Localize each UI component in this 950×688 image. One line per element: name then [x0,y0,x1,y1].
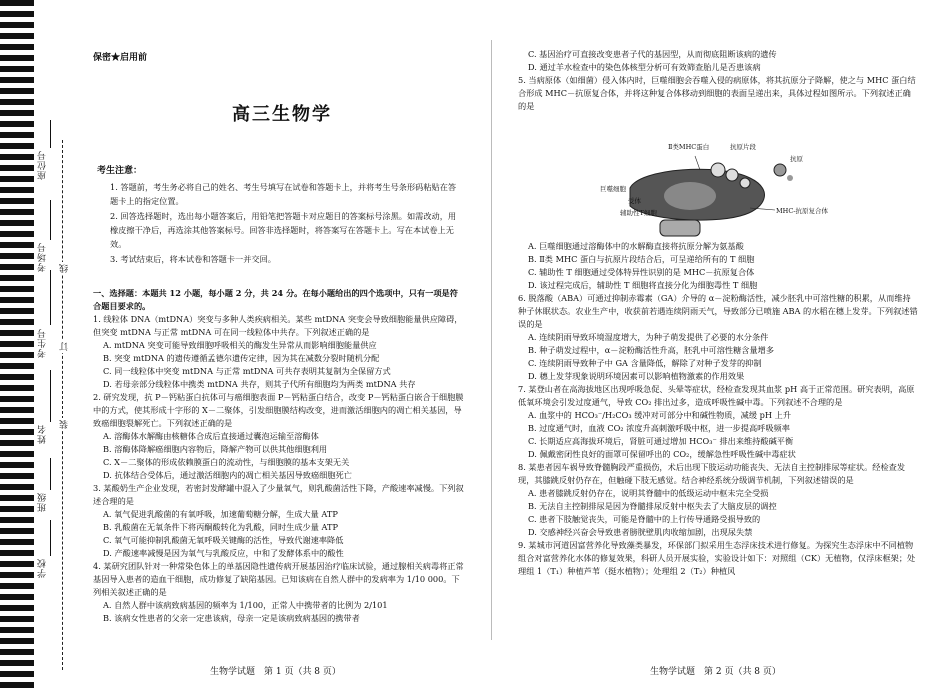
cut-line [62,140,63,670]
field-room: 考场号 [38,242,48,272]
question-6: 6. 脱落酸（ABA）可通过抑制赤霉素（GA）介导的 α－淀粉酶活性，减少胚乳中可溶性糖的积累，从而维持种子休眠状态。农业生产中，收获前若遇连续阴雨天气，导致部分已喷施 ABA 的水稻在穗上发芽。下列叙述错误的是 [518,293,918,329]
macrophage-figure [600,143,840,240]
question-4: 4. 某研究团队针对一种常染色体上的单基因隐性遗传病开展基因治疗临床试验，通过腺相关病毒将正常基因导入患者的造血干细胞，成功修复了缺陷基因。已知该病在自然人群中的发病率为 1/10 000。下列相关叙述正确的是 [93,561,464,597]
question-5: 5. 当病原体（如细菌）侵入体内时，巨噬细胞会吞噬入侵的病原体，将其抗原分子降解，使之与 MHC 蛋白结合形成 MHC－抗原复合体，并将这种复合体移动到细胞的表面呈递出来，具体过程如图所示。下列叙述正确的是 [518,75,916,111]
option: B. 无法自主控制排尿是因为脊髓排尿反射中枢失去了大脑皮层的调控 [528,501,777,511]
left-column [93,287,465,625]
antigen-particle [774,164,786,176]
label-fragment: 抗原片段 [730,143,756,151]
option: A. 患者膝跳反射仍存在，说明其脊髓中的低级运动中枢未完全受损 [528,488,769,498]
antigen-particle [787,175,793,181]
option: C. 基因治疗可直接改变患者子代的基因型，从而彻底阻断该病的遗传 [528,49,777,59]
footer-left: 生物学试题 第 1 页（共 8 页） [210,667,341,677]
helper-t-cell-shape [660,220,700,236]
option: A. 氧气促进乳酸菌的有氧呼吸，加速葡萄糖分解，生成大量 ATP [103,509,338,519]
option: D. 穗上发芽现象说明环境因素可以影响植物激素的作用效果 [528,371,745,381]
field-class: 班级 [38,492,48,512]
field-line [50,370,51,422]
option: B. Ⅱ类 MHC 蛋白与抗原片段结合后，可呈递给所有的 T 细胞 [528,254,755,264]
option: A. 血浆中的 HCO₃⁻/H₂CO₃ 缓冲对可部分中和碱性物质，减缓 pH 上升 [528,410,792,420]
option: C. 同一线粒体中突变 mtDNA 与正常 mtDNA 可共存表明其复制为全保留方式 [103,366,391,376]
note-item: 2. 回答选择题时，选出每小题答案后，用铅笔把答题卡对应题目的答案标号涂黑。如需改动，用橡皮擦干净后，再选涂其他答案标号。回答非选择题时，将答案写在答题卡上。写在本试卷上无效。 [110,211,457,249]
right-column-top [518,48,918,113]
label-mhc2: Ⅱ类MHC蛋白 [668,143,710,151]
option: D. 通过羊水检查中的染色体核型分析可有效筛查胎儿是否患该病 [528,62,761,72]
section-heading: 一、选择题：本题共 12 小题，每小题 2 分，共 24 分。在每小题给出的四个选项中，只有一项是符合题目要求的。 [93,288,458,311]
question-1: 1. 线粒体 DNA（mtDNA）突变与多种人类疾病相关。某些 mtDNA 突变会导致细胞能量供应障碍，但突变 mtDNA 与正常 mtDNA 可在同一线粒体中共存。下列叙述正确的是 [93,314,463,337]
option: D. 若母亲部分线粒体中携类 mtDNA 共存，则其子代所有细胞均为两类 mtDNA 共存 [103,379,416,389]
label-macrophage: 巨噬细胞 [600,185,626,193]
option: D. 产酸速率减慢是因为氧气与乳酸反应，中和了发酵体系中的酸性 [103,548,344,558]
option: C. X－二聚体的形成依赖膜蛋白的流动性，与细胞膜的基本支架无关 [103,457,350,467]
footer-right: 生物学试题 第 2 页（共 8 页） [650,667,781,677]
field-line [50,120,51,148]
field-line [50,458,51,490]
page-divider [491,40,492,640]
option: A. 自然人群中该病致病基因的频率为 1/100，正常人中携带者的比例为 2/101 [103,600,388,610]
question-3: 3. 某酸奶生产企业发现，若密封发酵罐中混入了少量氧气，则乳酸菌活性下降，产酸速率减慢。下列叙述合理的是 [93,483,464,506]
option: A. 连续阴雨导致环境湿度增大，为种子萌发提供了必要的水分条件 [528,332,769,342]
option: B. 过度通气时，血液 CO₂ 浓度升高刺激呼吸中枢，进一步提高呼吸频率 [528,423,790,433]
option: B. 突变 mtDNA 的遗传遵循孟德尔遗传定律，因为其在减数分裂时随机分配 [103,353,380,363]
notes-heading: 考生注意： [97,166,143,176]
nucleus-shape [664,182,716,210]
option: B. 种子萌发过程中，α－淀粉酶活性升高，胚乳中可溶性糖含量增多 [528,345,775,355]
option: C. 患者下肢触觉丧失，可能是脊髓中的上行传导通路受损导致的 [528,514,761,524]
seal-word-line: 线 [60,264,70,273]
field-line [50,200,51,240]
question-8: 8. 某患者因车祸导致脊髓胸段严重损伤，术后出现下肢运动功能丧失、无法自主控制排尿等症状。经检查发现，其膝跳反射仍存在，但触碰下肢无感觉。结合神经系统分级调节机制，下列叙述错误的是 [518,462,906,485]
label-leader [695,156,700,170]
label-th: 辅助性T细胞 [620,209,657,217]
option: D. 抗体结合受体后，通过激活细胞内的凋亡相关基因导致癌细胞死亡 [103,470,352,480]
option: A. 巨噬细胞通过溶酶体中的水解酶直接将抗原分解为氨基酸 [528,241,744,251]
option: B. 乳酸菌在无氧条件下将丙酮酸转化为乳酸，同时生成少量 ATP [103,522,338,532]
field-line [50,270,51,325]
label-complex: MHC-抗原复合体 [776,207,828,215]
binding-stripes [0,0,34,688]
macrophage-diagram [600,148,840,240]
note-item: 3. 考试结束后，将本试卷和答题卡一并交回。 [110,254,276,264]
option: D. 交感神经兴奋会导致患者膀胱壁肌肉收缩加剧，出现尿失禁 [528,527,753,537]
option: C. 长期适应高海拔环境后，肾脏可通过增加 HCO₃⁻ 排出来维持酸碱平衡 [528,436,794,446]
option: A. 溶酶体水解酶由核糖体合成后直接通过囊泡运输至溶酶体 [103,431,319,441]
vesicle-shape [726,169,738,181]
note-item: 1. 答题前，考生务必将自己的姓名、考生号填写在试卷和答题卡上，并将考生号条形码粘贴在答题卡上的指定位置。 [110,182,457,206]
option: C. 连续阴雨导致种子中 GA 含量降低，解除了对种子发芽的抑制 [528,358,762,368]
vesicle-shape [740,178,750,188]
option: C. 辅助性 T 细胞通过受体特异性识别的是 MHC－抗原复合体 [528,267,755,277]
label-antigen: 抗原 [790,155,803,163]
right-column-bottom [518,240,918,578]
field-school: 学校 [38,558,48,578]
field-name: 姓名 [38,424,48,444]
seal-word-bind: 订 [60,342,70,351]
vesicle-shape [711,163,725,177]
option: C. 氧气可能抑制乳酸菌无氧呼吸关键酶的活性，导致代谢速率降低 [103,535,344,545]
classification-label: 保密★启用前 [93,53,148,63]
question-7: 7. 某登山者在高海拔地区出现呼吸急促、头晕等症状，经检查发现其血浆 pH 高于正常范围。研究表明，高原低氧环境会引发过度通气，导致 CO₂ 排出过多，造成呼吸性碱中毒。下列叙述不合理的是 [518,384,915,407]
field-student-id: 考生号 [38,328,48,358]
seal-word-pack: 装 [60,420,70,429]
option: D. 佩戴密闭性良好的面罩可保留呼出的 CO₂，缓解急性呼吸性碱中毒症状 [528,449,796,459]
exam-title: 高三生物学 [232,104,332,125]
option: B. 该病女性患者的父亲一定患该病，母亲一定是该病致病基因的携带者 [103,613,360,623]
option: A. mtDNA 突变可能导致细胞呼吸相关的酶发生异常从而影响细胞能量供应 [103,340,377,350]
field-seat: 座位号 [38,150,48,180]
option: D. 该过程完成后，辅助性 T 细胞将直接分化为细胞毒性 T 细胞 [528,280,758,290]
option: B. 溶酶体降解癌细胞内容物后，降解产物可以供其他细胞利用 [103,444,328,454]
label-receptor: 受体 [628,197,641,205]
notes-list [110,180,460,267]
binding-margin [0,0,78,688]
question-2: 2. 研究发现，抗 P－钙粘蛋白抗体可与癌细胞表面 P－钙粘蛋白结合，改变 P－钙粘蛋白嵌合于细胞膜中的方式，使其形成十字形的 X－二聚体，引发细胞膜结构改变，进而激活细胞内的凋亡相关基因，导致癌细胞裂解死亡。下列叙述正确的是 [93,392,464,428]
question-9: 9. 某城市河道因富营养化导致藻类暴发，环保部门拟采用生态浮床技术进行修复。为探究生态浮床中不同植物组合对富营养化水体的修复效果，科研人员开展实验，实验设计如下：对照组（CK）无植物，仅浮床框架；处理组 1（T₁）种植芦苇（挺水植物）；处理组 2（T₂）种植风 [518,540,916,576]
field-line [50,520,51,556]
